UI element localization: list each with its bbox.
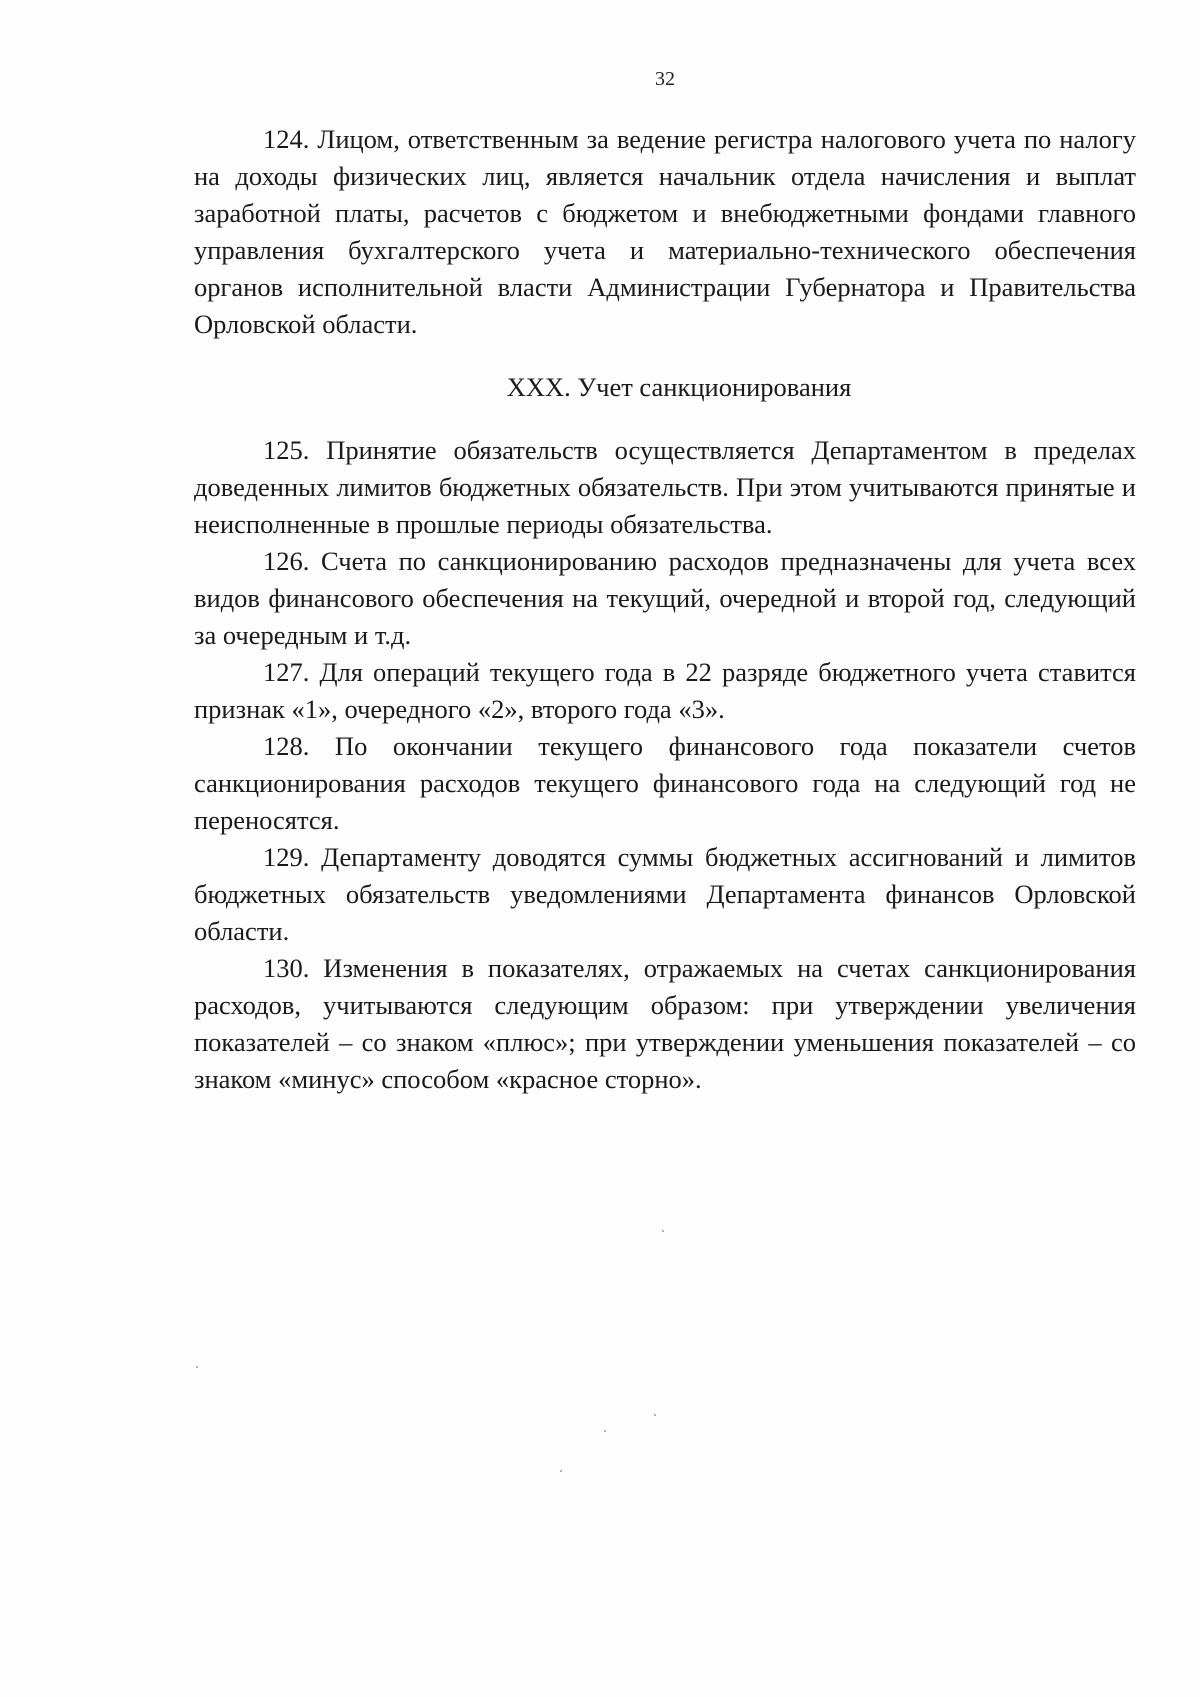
scan-speck [604, 1430, 606, 1432]
paragraph-130: 130. Изменения в показателях, отражаемых на счетах санкционирования расходов, учитываются следующим образом: при утверждении увеличения показателей – со знаком «плюс»; при утверждении уменьшения показателей – со знаком «минус» способом «красное сторно». [194, 953, 1136, 1094]
paragraph-128: 128. По окончании текущего финансового года показатели счетов санкционирования расходов текущего финансового года на следующий год не переносятся. [194, 731, 1136, 835]
scan-speck [196, 1366, 198, 1368]
scan-speck [662, 1230, 664, 1232]
document-body [194, 121, 1136, 1098]
section-heading: XXX. Учет санкционирования [506, 372, 852, 402]
scan-speck [560, 1470, 562, 1472]
paragraph-129: 129. Департаменту доводятся суммы бюджетных ассигнований и лимитов бюджетных обязательств уведомлениями Департамента финансов Орловской области. [194, 842, 1136, 946]
paragraph-127: 127. Для операций текущего года в 22 разряде бюджетного учета ставится признак «1», очередного «2», второго года «3». [194, 657, 1136, 724]
scan-speck [654, 1414, 656, 1416]
paragraph-126: 126. Счета по санкционированию расходов предназначены для учета всех видов финансового обеспечения на текущий, очередной и второй год, следующий за очередным и т.д. [194, 546, 1136, 650]
paragraph-125: 125. Принятие обязательств осуществляется Департаментом в пределах доведенных лимитов бюджетных обязательств. При этом учитываются принятые и неисполненные в прошлые периоды обязательства. [194, 435, 1136, 539]
paragraph-124: 124. Лицом, ответственным за ведение регистра налогового учета по налогу на доходы физических лиц, является начальник отдела начисления и выплат заработной платы, расчетов с бюджетом и внебюджетными фондами главного управления бухгалтерского учета и материально-технического обеспечения органов исполнительной власти Администрации Губернатора и Правительства Орловской области. [194, 124, 1136, 339]
page-number: 32 [655, 68, 675, 90]
